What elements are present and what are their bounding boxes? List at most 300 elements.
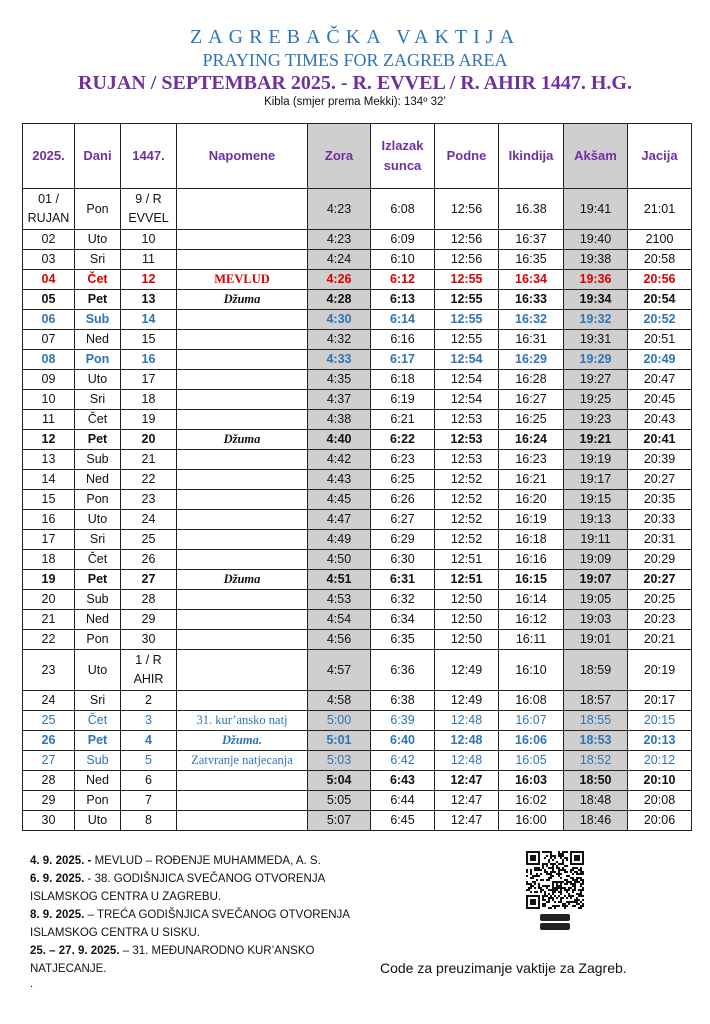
aksam-cell: 19:27	[564, 370, 628, 390]
date-cell: 19	[23, 570, 75, 590]
izlazak-cell: 6:14	[371, 310, 435, 330]
footnote-text: – TREĆA GODIŠNJICA SVEČANOG OTVORENJA ISLAMSKOG CENTRA U SISKU.	[30, 909, 350, 939]
table-row	[23, 630, 692, 650]
hijri-cell: 26	[121, 550, 177, 570]
date-cell: 16	[23, 510, 75, 530]
aksam-cell: 19:21	[564, 430, 628, 450]
izlazak-cell: 6:29	[371, 530, 435, 550]
zora-cell: 4:53	[308, 590, 371, 610]
date-cell: 06	[23, 310, 75, 330]
title-line-1: ZAGREBAČKA VAKTIJA	[189, 26, 521, 48]
hijri-cell: 18	[121, 390, 177, 410]
podne-cell: 12:53	[435, 450, 499, 470]
footnote	[30, 852, 360, 870]
col-header-day: Dani	[75, 124, 121, 189]
day-cell: Čet	[75, 711, 121, 731]
hijri-cell: 20	[121, 430, 177, 450]
table-row	[23, 390, 692, 410]
hijri-cell: 5	[121, 751, 177, 771]
col-header-aksam: Akšam	[564, 124, 628, 189]
ikindija-cell: 16:37	[499, 230, 564, 250]
izlazak-cell: 6:35	[371, 630, 435, 650]
hijri-cell: 16	[121, 350, 177, 370]
aksam-cell: 19:34	[564, 290, 628, 310]
izlazak-cell: 6:45	[371, 811, 435, 831]
ikindija-cell: 16:19	[499, 510, 564, 530]
date-cell: 04	[23, 270, 75, 290]
footnote-date: 25. – 27. 9. 2025.	[30, 945, 120, 957]
podne-cell: 12:52	[435, 490, 499, 510]
note-cell	[177, 470, 308, 490]
day-cell: Sri	[75, 250, 121, 270]
footnote-date: 8. 9. 2025.	[30, 909, 85, 921]
table-row	[23, 450, 692, 470]
day-cell: Pet	[75, 430, 121, 450]
col-header-ikindija: Ikindija	[499, 124, 564, 189]
jacija-cell: 20:15	[628, 711, 692, 731]
hijri-cell: 1 / R AHIR	[121, 650, 177, 691]
zora-cell: 4:43	[308, 470, 371, 490]
izlazak-cell: 6:13	[371, 290, 435, 310]
date-cell: 05	[23, 290, 75, 310]
title-line-3: RUJAN / SEPTEMBAR 2025. - R. EVVEL / R. AHIR 1447. H.G.	[78, 72, 632, 94]
zora-cell: 5:03	[308, 751, 371, 771]
note-cell	[177, 330, 308, 350]
ikindija-cell: 16:33	[499, 290, 564, 310]
podne-cell: 12:54	[435, 350, 499, 370]
podne-cell: 12:50	[435, 630, 499, 650]
day-cell: Pet	[75, 570, 121, 590]
footnote-date: 6. 9. 2025.	[30, 873, 85, 885]
izlazak-cell: 6:17	[371, 350, 435, 370]
izlazak-cell: 6:26	[371, 490, 435, 510]
aksam-cell: 19:11	[564, 530, 628, 550]
day-cell: Pon	[75, 630, 121, 650]
hijri-cell: 27	[121, 570, 177, 590]
zora-cell: 5:00	[308, 711, 371, 731]
kibla-direction: Kibla (smjer prema Mekki): 134º 32’	[264, 96, 446, 108]
date-cell: 08	[23, 350, 75, 370]
col-header-notes: Napomene	[177, 124, 308, 189]
jacija-cell: 20:29	[628, 550, 692, 570]
aksam-cell: 19:41	[564, 189, 628, 230]
prayer-times-table	[22, 123, 692, 831]
table-row	[23, 310, 692, 330]
zora-cell: 4:32	[308, 330, 371, 350]
hijri-cell: 9 / R EVVEL	[121, 189, 177, 230]
podne-cell: 12:48	[435, 751, 499, 771]
date-cell: 26	[23, 731, 75, 751]
table-row	[23, 550, 692, 570]
footnote-date: 4. 9. 2025. -	[30, 855, 92, 867]
aksam-cell: 19:01	[564, 630, 628, 650]
izlazak-cell: 6:12	[371, 270, 435, 290]
note-cell	[177, 250, 308, 270]
table-row	[23, 270, 692, 290]
day-cell: Uto	[75, 370, 121, 390]
note-cell	[177, 490, 308, 510]
izlazak-cell: 6:27	[371, 510, 435, 530]
zora-cell: 4:45	[308, 490, 371, 510]
zora-cell: 4:47	[308, 510, 371, 530]
note-cell: Džuma	[177, 570, 308, 590]
podne-cell: 12:48	[435, 731, 499, 751]
day-cell: Pet	[75, 731, 121, 751]
zora-cell: 4:42	[308, 450, 371, 470]
ikindija-cell: 16:29	[499, 350, 564, 370]
hijri-cell: 29	[121, 610, 177, 630]
ikindija-cell: 16:31	[499, 330, 564, 350]
hijri-cell: 7	[121, 791, 177, 811]
zora-cell: 4:38	[308, 410, 371, 430]
zora-cell: 4:24	[308, 250, 371, 270]
table-row	[23, 490, 692, 510]
note-cell: 31. kur’ansko natj	[177, 711, 308, 731]
hijri-cell: 30	[121, 630, 177, 650]
ikindija-cell: 16:05	[499, 751, 564, 771]
footnote	[30, 942, 360, 978]
note-cell	[177, 550, 308, 570]
date-cell: 30	[23, 811, 75, 831]
footnote-text: – 31. MEĐUNARODNO KUR’ANSKO NATJECANJE.	[30, 945, 315, 975]
aksam-cell: 19:03	[564, 610, 628, 630]
ikindija-cell: 16:18	[499, 530, 564, 550]
jacija-cell: 20:27	[628, 470, 692, 490]
ikindija-cell: 16:25	[499, 410, 564, 430]
note-cell	[177, 771, 308, 791]
table-row	[23, 290, 692, 310]
date-cell: 18	[23, 550, 75, 570]
podne-cell: 12:48	[435, 711, 499, 731]
aksam-cell: 19:07	[564, 570, 628, 590]
jacija-cell: 20:52	[628, 310, 692, 330]
ikindija-cell: 16:02	[499, 791, 564, 811]
jacija-cell: 20:17	[628, 691, 692, 711]
podne-cell: 12:47	[435, 791, 499, 811]
date-cell: 14	[23, 470, 75, 490]
aksam-cell: 19:40	[564, 230, 628, 250]
date-cell: 11	[23, 410, 75, 430]
day-cell: Ned	[75, 771, 121, 791]
aksam-cell: 19:13	[564, 510, 628, 530]
date-cell: 01 / RUJAN	[23, 189, 75, 230]
hijri-cell: 15	[121, 330, 177, 350]
note-cell	[177, 811, 308, 831]
note-cell: Zatvranje natjecanja	[177, 751, 308, 771]
zora-cell: 5:04	[308, 771, 371, 791]
izlazak-cell: 6:31	[371, 570, 435, 590]
table-row	[23, 711, 692, 731]
day-cell: Uto	[75, 650, 121, 691]
date-cell: 02	[23, 230, 75, 250]
aksam-cell: 19:36	[564, 270, 628, 290]
note-cell	[177, 230, 308, 250]
note-cell	[177, 510, 308, 530]
jacija-cell: 20:35	[628, 490, 692, 510]
ikindija-cell: 16:32	[499, 310, 564, 330]
izlazak-cell: 6:40	[371, 731, 435, 751]
izlazak-cell: 6:18	[371, 370, 435, 390]
izlazak-cell: 6:16	[371, 330, 435, 350]
note-cell	[177, 410, 308, 430]
ikindija-cell: 16:14	[499, 590, 564, 610]
ikindija-cell: 16:00	[499, 811, 564, 831]
footnote-text: MEVLUD – ROĐENJE MUHAMMEDA, A. S.	[91, 855, 321, 867]
zora-cell: 4:30	[308, 310, 371, 330]
zora-cell: 4:28	[308, 290, 371, 310]
day-cell: Uto	[75, 230, 121, 250]
ikindija-cell: 16:11	[499, 630, 564, 650]
jacija-cell: 20:56	[628, 270, 692, 290]
izlazak-cell: 6:09	[371, 230, 435, 250]
jacija-cell: 20:25	[628, 590, 692, 610]
ikindija-cell: 16:12	[499, 610, 564, 630]
title-line-2: PRAYING TIMES FOR ZAGREB AREA	[202, 50, 508, 70]
day-cell: Sri	[75, 390, 121, 410]
day-cell: Uto	[75, 510, 121, 530]
jacija-cell: 20:33	[628, 510, 692, 530]
zora-cell: 4:56	[308, 630, 371, 650]
aksam-cell: 18:55	[564, 711, 628, 731]
podne-cell: 12:47	[435, 811, 499, 831]
day-cell: Čet	[75, 270, 121, 290]
izlazak-cell: 6:08	[371, 189, 435, 230]
day-cell: Pon	[75, 189, 121, 230]
podne-cell: 12:49	[435, 650, 499, 691]
aksam-cell: 19:05	[564, 590, 628, 610]
table-row	[23, 691, 692, 711]
hijri-cell: 8	[121, 811, 177, 831]
aksam-cell: 18:53	[564, 731, 628, 751]
aksam-cell: 18:48	[564, 791, 628, 811]
table-row	[23, 751, 692, 771]
table-row	[23, 610, 692, 630]
footnote	[30, 870, 360, 906]
col-header-podne: Podne	[435, 124, 499, 189]
aksam-cell: 19:17	[564, 470, 628, 490]
table-row	[23, 350, 692, 370]
table-row	[23, 189, 692, 230]
date-cell: 23	[23, 650, 75, 691]
ikindija-cell: 16:06	[499, 731, 564, 751]
podne-cell: 12:55	[435, 270, 499, 290]
izlazak-cell: 6:25	[371, 470, 435, 490]
zora-cell: 4:33	[308, 350, 371, 370]
footnotes	[30, 852, 360, 978]
aksam-cell: 18:52	[564, 751, 628, 771]
aksam-cell: 18:46	[564, 811, 628, 831]
table-row	[23, 430, 692, 450]
day-cell: Čet	[75, 410, 121, 430]
izlazak-cell: 6:22	[371, 430, 435, 450]
aksam-cell: 19:25	[564, 390, 628, 410]
aksam-cell: 19:15	[564, 490, 628, 510]
podne-cell: 12:56	[435, 250, 499, 270]
note-cell	[177, 590, 308, 610]
jacija-cell: 20:12	[628, 751, 692, 771]
jacija-cell: 20:54	[628, 290, 692, 310]
aksam-cell: 19:32	[564, 310, 628, 330]
jacija-cell: 20:13	[628, 731, 692, 751]
table-row	[23, 370, 692, 390]
ikindija-cell: 16:03	[499, 771, 564, 791]
aksam-cell: 19:31	[564, 330, 628, 350]
podne-cell: 12:55	[435, 330, 499, 350]
trailing-dot: .	[30, 978, 34, 990]
ikindija-cell: 16:20	[499, 490, 564, 510]
zora-cell: 5:01	[308, 731, 371, 751]
ikindija-cell: 16:23	[499, 450, 564, 470]
note-cell	[177, 530, 308, 550]
zora-cell: 5:07	[308, 811, 371, 831]
table-row	[23, 230, 692, 250]
day-cell: Sub	[75, 310, 121, 330]
izlazak-cell: 6:38	[371, 691, 435, 711]
hijri-cell: 25	[121, 530, 177, 550]
podne-cell: 12:47	[435, 771, 499, 791]
jacija-cell: 20:06	[628, 811, 692, 831]
date-cell: 09	[23, 370, 75, 390]
table-row	[23, 771, 692, 791]
izlazak-cell: 6:23	[371, 450, 435, 470]
hijri-cell: 22	[121, 470, 177, 490]
ikindija-cell: 16.38	[499, 189, 564, 230]
note-cell	[177, 189, 308, 230]
ikindija-cell: 16:16	[499, 550, 564, 570]
table-row	[23, 811, 692, 831]
table-row	[23, 791, 692, 811]
table-row	[23, 250, 692, 270]
hijri-cell: 24	[121, 510, 177, 530]
date-cell: 12	[23, 430, 75, 450]
day-cell: Čet	[75, 550, 121, 570]
day-cell: Sub	[75, 590, 121, 610]
table-row	[23, 470, 692, 490]
ikindija-cell: 16:34	[499, 270, 564, 290]
aksam-cell: 18:50	[564, 771, 628, 791]
izlazak-cell: 6:36	[371, 650, 435, 691]
jacija-cell: 21:01	[628, 189, 692, 230]
aksam-cell: 18:57	[564, 691, 628, 711]
podne-cell: 12:56	[435, 230, 499, 250]
table-row	[23, 650, 692, 691]
hijri-cell: 28	[121, 590, 177, 610]
zora-cell: 4:54	[308, 610, 371, 630]
date-cell: 20	[23, 590, 75, 610]
zora-cell: 4:51	[308, 570, 371, 590]
podne-cell: 12:55	[435, 290, 499, 310]
podne-cell: 12:53	[435, 430, 499, 450]
zora-cell: 5:05	[308, 791, 371, 811]
izlazak-cell: 6:30	[371, 550, 435, 570]
table-row	[23, 731, 692, 751]
ikindija-cell: 16:27	[499, 390, 564, 410]
zora-cell: 4:23	[308, 189, 371, 230]
table-header	[23, 124, 692, 189]
zora-cell: 4:40	[308, 430, 371, 450]
zora-cell: 4:50	[308, 550, 371, 570]
note-cell	[177, 390, 308, 410]
table-row	[23, 510, 692, 530]
podne-cell: 12:53	[435, 410, 499, 430]
day-cell: Uto	[75, 811, 121, 831]
table-row	[23, 570, 692, 590]
note-cell	[177, 630, 308, 650]
table-row	[23, 410, 692, 430]
footnote-text: - 38. GODIŠNJICA SVEČANOG OTVORENJA ISLAMSKOG CENTRA U ZAGREBU.	[30, 873, 325, 903]
hijri-cell: 12	[121, 270, 177, 290]
izlazak-cell: 6:39	[371, 711, 435, 731]
jacija-cell: 20:45	[628, 390, 692, 410]
hijri-cell: 2	[121, 691, 177, 711]
ikindija-cell: 16:07	[499, 711, 564, 731]
date-cell: 13	[23, 450, 75, 470]
note-cell	[177, 450, 308, 470]
note-cell	[177, 691, 308, 711]
aksam-cell: 19:38	[564, 250, 628, 270]
podne-cell: 12:54	[435, 390, 499, 410]
date-cell: 15	[23, 490, 75, 510]
podne-cell: 12:54	[435, 370, 499, 390]
zora-cell: 4:26	[308, 270, 371, 290]
qr-code-icon	[526, 851, 584, 909]
izlazak-cell: 6:42	[371, 751, 435, 771]
jacija-cell: 20:51	[628, 330, 692, 350]
podne-cell: 12:56	[435, 189, 499, 230]
jacija-cell: 20:49	[628, 350, 692, 370]
app-store-badges-icon	[540, 914, 570, 932]
jacija-cell: 2100	[628, 230, 692, 250]
ikindija-cell: 16:35	[499, 250, 564, 270]
podne-cell: 12:49	[435, 691, 499, 711]
note-cell	[177, 650, 308, 691]
hijri-cell: 14	[121, 310, 177, 330]
note-cell	[177, 791, 308, 811]
note-cell: Džuma	[177, 430, 308, 450]
col-header-year: 2025.	[23, 124, 75, 189]
ikindija-cell: 16:21	[499, 470, 564, 490]
day-cell: Ned	[75, 610, 121, 630]
date-cell: 29	[23, 791, 75, 811]
hijri-cell: 11	[121, 250, 177, 270]
day-cell: Pon	[75, 791, 121, 811]
podne-cell: 12:51	[435, 550, 499, 570]
jacija-cell: 20:21	[628, 630, 692, 650]
date-cell: 25	[23, 711, 75, 731]
aksam-cell: 18:59	[564, 650, 628, 691]
table-row	[23, 530, 692, 550]
col-header-zora: Zora	[308, 124, 371, 189]
podne-cell: 12:50	[435, 590, 499, 610]
hijri-cell: 3	[121, 711, 177, 731]
day-cell: Pon	[75, 350, 121, 370]
day-cell: Sub	[75, 450, 121, 470]
jacija-cell: 20:23	[628, 610, 692, 630]
jacija-cell: 20:43	[628, 410, 692, 430]
podne-cell: 12:55	[435, 310, 499, 330]
izlazak-cell: 6:43	[371, 771, 435, 791]
day-cell: Pet	[75, 290, 121, 310]
note-cell: Džuma.	[177, 731, 308, 751]
podne-cell: 12:50	[435, 610, 499, 630]
aksam-cell: 19:19	[564, 450, 628, 470]
hijri-cell: 4	[121, 731, 177, 751]
zora-cell: 4:23	[308, 230, 371, 250]
podne-cell: 12:51	[435, 570, 499, 590]
zora-cell: 4:57	[308, 650, 371, 691]
table-row	[23, 590, 692, 610]
date-cell: 27	[23, 751, 75, 771]
